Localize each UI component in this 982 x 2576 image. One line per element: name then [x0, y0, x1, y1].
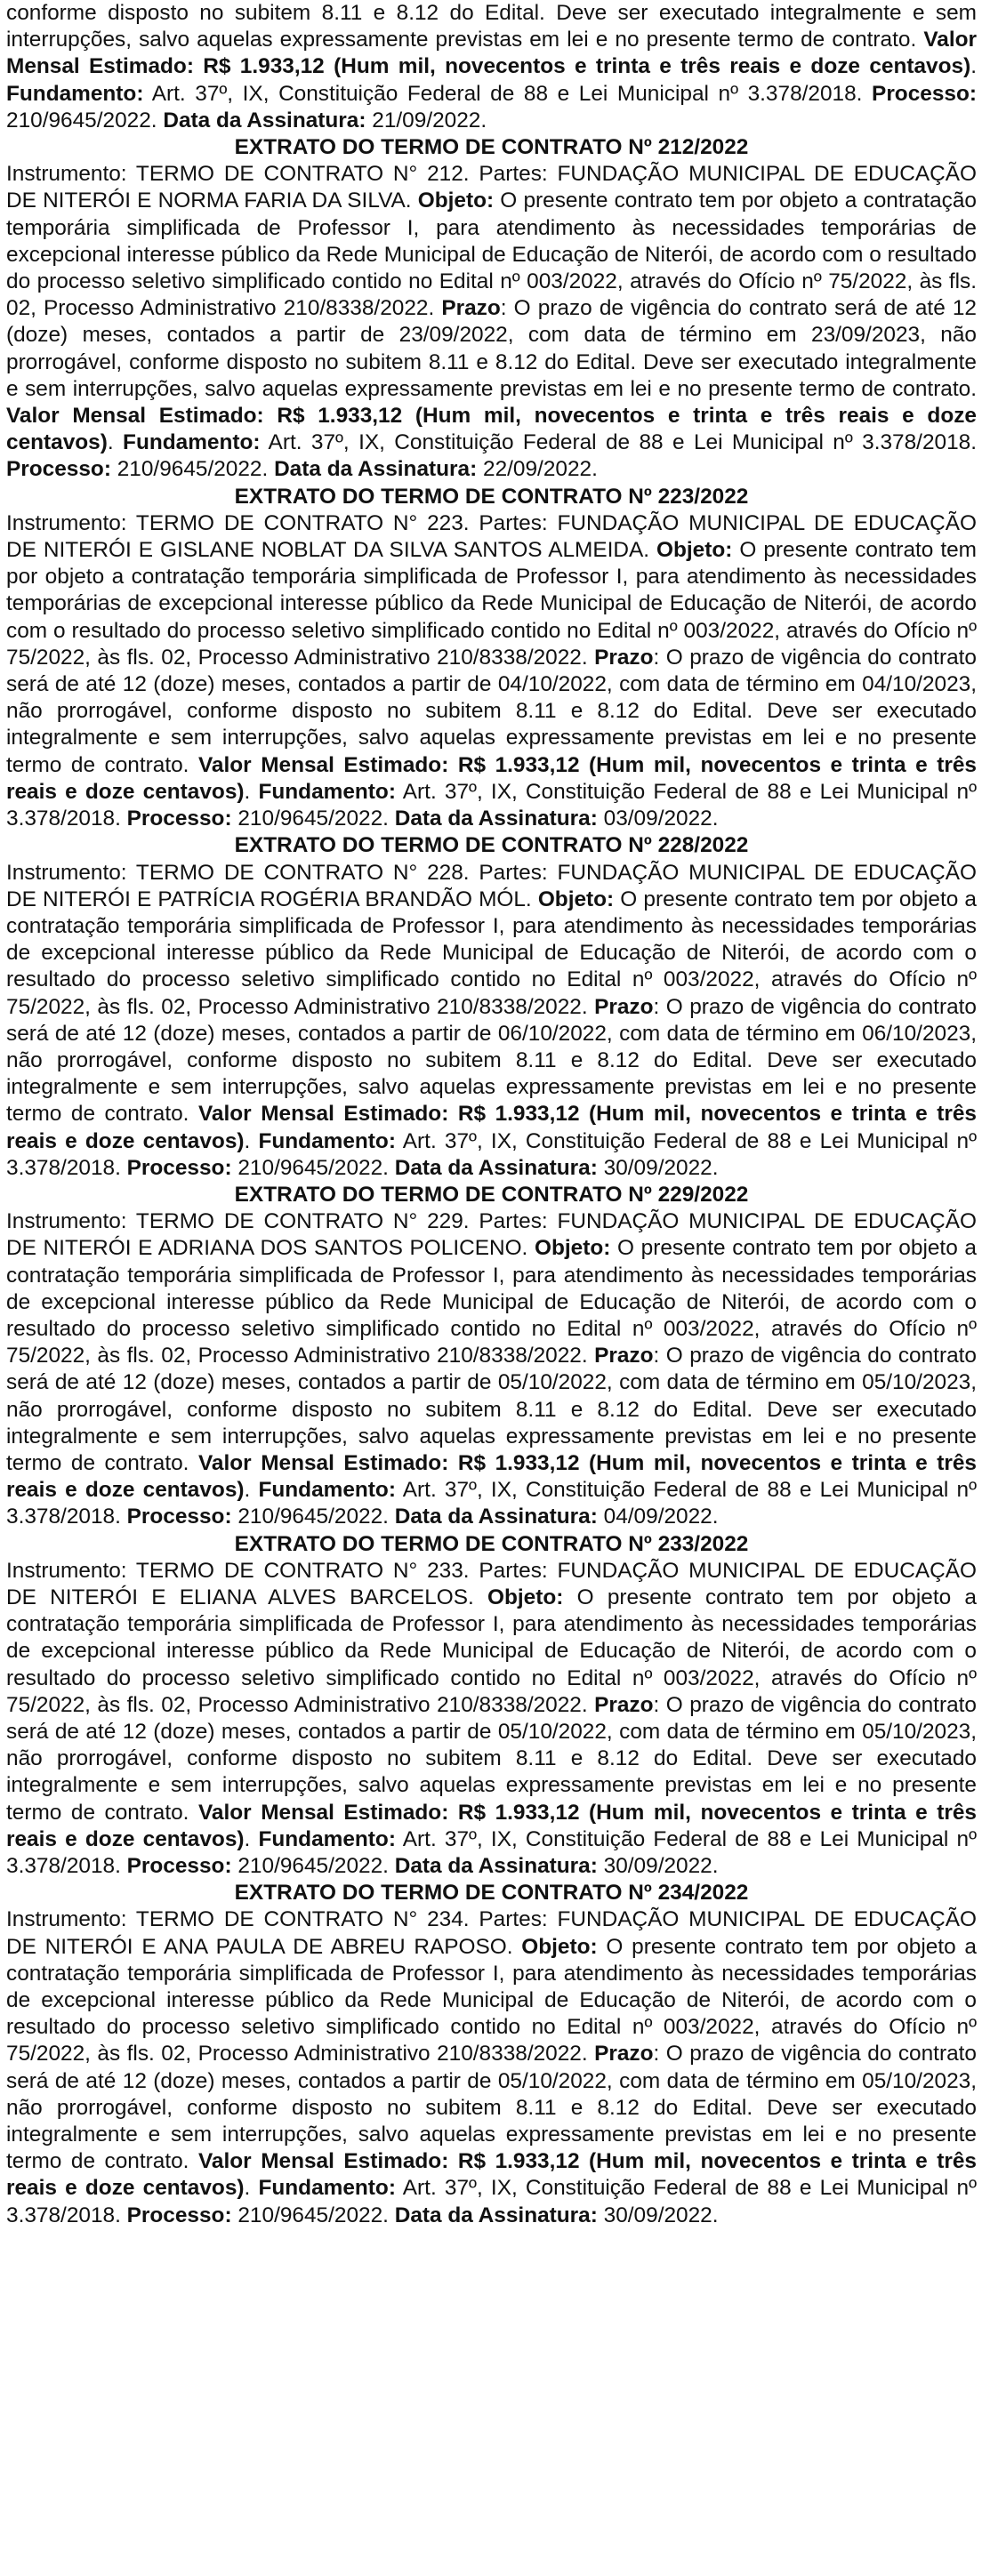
objeto-label: Objeto: — [521, 1934, 598, 1959]
fundamento-label: Fundamento: — [123, 430, 261, 455]
objeto-label: Objeto: — [535, 1236, 611, 1261]
data-assinatura-label: Data da Assinatura: — [394, 1155, 598, 1180]
processo-label: Processo: — [126, 1854, 232, 1879]
intro-text: . — [970, 54, 977, 79]
extract-text: Instrumento: TERMO DE CONTRATO N° 223. Partes: FUNDAÇÃO MUNICIPAL DE EDUCAÇÃO DE NITERÓI E GISLANE NOBLAT DA SILVA SANTOS ALMEIDA. — [6, 510, 977, 563]
extract-text: Instrumento: TERMO DE CONTRATO N° 228. Partes: FUNDAÇÃO MUNICIPAL DE EDUCAÇÃO DE NITERÓI E PATRÍCIA ROGÉRIA BRANDÃO MÓL. — [6, 860, 977, 911]
valor-label: Valor Mensal Estimado: R$ 1.933,12 (Hum mil, novecentos e trinta e três reais e doze centavos) — [6, 1450, 978, 1503]
extract-block-228 — [6, 832, 977, 1182]
valor-label: Valor Mensal Estimado: R$ 1.933,12 (Hum mil, novecentos e trinta e três reais e doze centavos) — [6, 2149, 978, 2201]
fundamento-label: Fundamento: — [258, 1826, 396, 1851]
objeto-label: Objeto: — [487, 1585, 564, 1609]
valor-label: Valor Mensal Estimado: R$ 1.933,12 (Hum mil, novecentos e trinta e três reais e doze centavos) — [6, 1102, 978, 1153]
extract-text: 30/09/2022. — [597, 1155, 719, 1180]
extract-text: : O prazo de vigência do contrato será de até 12 (doze) meses, contados a partir de 05/10/2022, com data de término em 05/10/2023, não prorrogável, conforme disposto no subitem 8.11 e 8.12 do Edital. Deve ser executado integralmente e sem interrupções, salvo aquelas expressamente previstas em lei e no presente termo de contrato. — [6, 2042, 977, 2174]
extract-text: O presente contrato tem por objeto a contratação temporária simplificada de Professor I, para atendimento às necessidades temporárias de excepcional interesse público da Rede Municipal de Educação de Niterói, de acordo com o resultado do processo seletivo simplificado contido no Edital nº 003/2022, através do Ofício nº 75/2022, às fls. 02, Processo Administrativo 210/8338/2022. — [6, 1236, 977, 1368]
prazo-label: Prazo — [594, 994, 654, 1019]
extract-text: 210/9645/2022. — [231, 1155, 395, 1180]
extract-title: EXTRATO DO TERMO DE CONTRATO Nº 228/2022 — [234, 833, 749, 858]
intro-text: conforme disposto no subitem 8.11 e 8.12 do Edital. Deve ser executado integralmente e sem interrupções, salvo aquelas expressamente previstas em lei e no presente termo de contrato. — [6, 1, 977, 52]
valor-label: Valor Mensal Estimado: R$ 1.933,12 (Hum mil, novecentos e trinta e três reais e doze centavos) — [6, 404, 977, 455]
extract-text: 210/9645/2022. — [231, 1505, 395, 1529]
extract-text: 210/9645/2022. — [231, 1854, 395, 1879]
extract-text: Instrumento: TERMO DE CONTRATO N° 233. Partes: FUNDAÇÃO MUNICIPAL DE EDUCAÇÃO DE NITERÓI E ELIANA ALVES BARCELOS. — [6, 1558, 977, 1609]
prazo-label: Prazo — [594, 1692, 654, 1717]
intro-text: 210/9645/2022. — [6, 108, 164, 132]
extract-text: O presente contrato tem por objeto a contratação temporária simplificada de Professor I, para atendimento às necessidades temporárias de excepcional interesse público da Rede Municipal de Educação de Niterói, de acordo com o resultado do processo seletivo simplificado contido no Edital nº 003/2022, através do Ofício nº 75/2022, às fls. 02, Processo Administrativo 210/8338/2022. — [6, 538, 977, 670]
extract-text: Instrumento: TERMO DE CONTRATO N° 229. Partes: FUNDAÇÃO MUNICIPAL DE EDUCAÇÃO DE NITERÓI E ADRIANA DOS SANTOS POLICENO. — [6, 1209, 977, 1261]
extract-text: . — [244, 779, 259, 804]
extract-text: 04/09/2022. — [597, 1505, 719, 1529]
intro-text: 21/09/2022. — [366, 108, 487, 132]
extract-block-229 — [6, 1182, 977, 1531]
extract-text: 03/09/2022. — [597, 807, 719, 831]
extract-text: 30/09/2022. — [597, 1854, 719, 1879]
fundamento-label: Fundamento: — [258, 779, 396, 804]
fundamento-label: Fundamento: — [258, 1478, 396, 1503]
extract-text: 210/9645/2022. — [231, 807, 395, 831]
extract-title: EXTRATO DO TERMO DE CONTRATO Nº 233/2022 — [234, 1531, 749, 1556]
extract-paragraph — [6, 1558, 977, 1880]
processo-label: Processo: — [126, 807, 232, 831]
intro-text: Art. 37º, IX, Constituição Federal de 88 e Lei Municipal nº 3.378/2018. — [143, 81, 873, 106]
extract-text: 22/09/2022. — [477, 457, 598, 482]
extract-title: EXTRATO DO TERMO DE CONTRATO Nº 234/2022 — [234, 1881, 749, 1906]
processo-label: Processo: — [872, 81, 977, 106]
extract-text: O presente contrato tem por objeto a contratação temporária simplificada de Professor I, para atendimento às necessidades temporárias de excepcional interesse público da Rede Municipal de Educação de Niterói, de acordo com o resultado do processo seletivo simplificado contido no Edital nº 003/2022, através do Ofício nº 75/2022, às fls. 02, Processo Administrativo 210/8338/2022. — [6, 1934, 977, 2066]
fundamento-label: Fundamento: — [258, 1128, 396, 1153]
extract-text: 30/09/2022. — [597, 2203, 719, 2227]
extract-title: EXTRATO DO TERMO DE CONTRATO Nº 212/2022 — [234, 135, 749, 160]
objeto-label: Objeto: — [656, 538, 733, 563]
extract-text: Art. 37º, IX, Constituição Federal de 88 e Lei Municipal nº 3.378/2018. — [6, 1826, 977, 1879]
extract-title: EXTRATO DO TERMO DE CONTRATO Nº 223/2022 — [234, 484, 749, 509]
extract-text: : O prazo de vigência do contrato será de até 12 (doze) meses, contados a partir de 05/10/2022, com data de término em 05/10/2023, não prorrogável, conforme disposto no subitem 8.11 e 8.12 do Edital. Deve ser executado integralmente e sem interrupções, salvo aquelas expressamente previstas em lei e no presente termo de contrato. — [6, 1344, 977, 1475]
extract-text: Art. 37º, IX, Constituição Federal de 88 e Lei Municipal nº 3.378/2018. — [6, 2176, 977, 2227]
extract-text: Instrumento: TERMO DE CONTRATO N° 234. Partes: FUNDAÇÃO MUNICIPAL DE EDUCAÇÃO DE NITERÓI E ANA PAULA DE ABREU RAPOSO. — [6, 1907, 977, 1959]
extract-paragraph — [6, 161, 977, 483]
extract-text: O presente contrato tem por objeto a contratação temporária simplificada de Professor I, para atendimento às necessidades temporárias de excepcional interesse público da Rede Municipal de Educação de Niterói, de acordo com o resultado do processo seletivo simplificado contido no Edital nº 003/2022, através do Ofício nº 75/2022, às fls. 02, Processo Administrativo 210/8338/2022. — [6, 1585, 977, 1717]
objeto-label: Objeto: — [537, 887, 615, 911]
extract-paragraph — [6, 510, 977, 832]
extract-block-223 — [6, 484, 977, 833]
extract-text: : O prazo de vigência do contrato será de até 12 (doze) meses, contados a partir de 23/09/2022, com data de término em 23/09/2023, não prorrogável, conforme disposto no subitem 8.11 e 8.12 do Edital. Deve ser executado integralmente e sem interrupções, salvo aquelas expressamente previstas em lei e no presente termo de contrato. — [6, 296, 977, 401]
extract-block-233 — [6, 1531, 977, 1881]
valor-label: Valor Mensal Estimado: R$ 1.933,12 (Hum mil, novecentos e trinta e três reais e doze centavos) — [6, 28, 977, 79]
intro-paragraph — [6, 0, 977, 134]
extract-text: Art. 37º, IX, Constituição Federal de 88 e Lei Municipal nº 3.378/2018. — [6, 1478, 977, 1529]
prazo-label: Prazo — [594, 1344, 654, 1368]
extract-title: EXTRATO DO TERMO DE CONTRATO Nº 229/2022 — [234, 1182, 749, 1207]
prazo-label: Prazo — [594, 645, 654, 670]
prazo-label: Prazo — [594, 2042, 654, 2066]
extract-block-234 — [6, 1880, 977, 2229]
extract-text: . — [244, 1128, 259, 1153]
extract-text: . — [244, 1826, 259, 1851]
extract-text: . — [107, 430, 124, 455]
data-assinatura-label: Data da Assinatura: — [274, 457, 478, 482]
extract-text: O presente contrato tem por objeto a contratação temporária simplificada de Professor I, para atendimento às necessidades temporárias de excepcional interesse público da Rede Municipal de Educação de Niterói, de acordo com o resultado do processo seletivo simplificado contido no Edital nº 003/2022, através do Ofício nº 75/2022, às fls. 02, Processo Administrativo 210/8338/2022. — [6, 887, 977, 1019]
extract-text: 210/9645/2022. — [231, 2203, 395, 2227]
extract-text: . — [244, 1478, 259, 1503]
fundamento-label: Fundamento: — [258, 2176, 396, 2201]
extract-text: : O prazo de vigência do contrato será de até 12 (doze) meses, contados a partir de 04/10/2022, com data de término em 04/10/2023, não prorrogável, conforme disposto no subitem 8.11 e 8.12 do Edital. Deve ser executado integralmente e sem interrupções, salvo aquelas expressamente previstas em lei e no presente termo de contrato. — [6, 645, 977, 777]
data-assinatura-label: Data da Assinatura: — [163, 108, 366, 132]
extract-text: 210/9645/2022. — [110, 457, 275, 482]
processo-label: Processo: — [126, 1505, 232, 1529]
data-assinatura-label: Data da Assinatura: — [394, 1854, 598, 1879]
extract-paragraph — [6, 1906, 977, 2228]
extract-text: Art. 37º, IX, Constituição Federal de 88 e Lei Municipal nº 3.378/2018. — [6, 779, 977, 831]
data-assinatura-label: Data da Assinatura: — [394, 1505, 598, 1529]
valor-label: Valor Mensal Estimado: R$ 1.933,12 (Hum mil, novecentos e trinta e três reais e doze centavos) — [6, 1800, 978, 1851]
extract-text: : O prazo de vigência do contrato será de até 12 (doze) meses, contados a partir de 06/10/2022, com data de término em 06/10/2023, não prorrogável, conforme disposto no subitem 8.11 e 8.12 do Edital. Deve ser executado integralmente e sem interrupções, salvo aquelas expressamente previstas em lei e no presente termo de contrato. — [6, 994, 977, 1127]
extract-text: Instrumento: TERMO DE CONTRATO N° 212. Partes: FUNDAÇÃO MUNICIPAL DE EDUCAÇÃO DE NITERÓI E NORMA FARIA DA SILVA. — [6, 162, 977, 213]
processo-label: Processo: — [126, 2203, 232, 2227]
extract-text: Art. 37º, IX, Constituição Federal de 88 e Lei Municipal nº 3.378/2018. — [6, 1128, 977, 1180]
objeto-label: Objeto: — [417, 189, 495, 213]
fundamento-label: Fundamento: — [6, 81, 144, 106]
data-assinatura-label: Data da Assinatura: — [394, 2203, 598, 2227]
extract-paragraph — [6, 1208, 977, 1530]
extract-text: Art. 37º, IX, Constituição Federal de 88 e Lei Municipal nº 3.378/2018. — [260, 430, 977, 455]
prazo-label: Prazo — [441, 296, 501, 321]
valor-label: Valor Mensal Estimado: R$ 1.933,12 (Hum mil, novecentos e trinta e três reais e doze centavos) — [6, 752, 978, 804]
extract-text: . — [244, 2176, 259, 2201]
extract-paragraph — [6, 860, 977, 1182]
extract-block-212 — [6, 134, 977, 484]
processo-label: Processo: — [126, 1155, 232, 1180]
data-assinatura-label: Data da Assinatura: — [394, 807, 598, 831]
extract-text: O presente contrato tem por objeto a contratação temporária simplificada de Professor I, para atendimento às necessidades temporárias de excepcional interesse público da Rede Municipal de Educação de Niterói, de acordo com o resultado do processo seletivo simplificado contido no Edital nº 003/2022, através do Ofício nº 75/2022, às fls. 02, Processo Administrativo 210/8338/2022. — [6, 189, 977, 321]
extract-text: : O prazo de vigência do contrato será de até 12 (doze) meses, contados a partir de 05/10/2022, com data de término em 05/10/2023, não prorrogável, conforme disposto no subitem 8.11 e 8.12 do Edital. Deve ser executado integralmente e sem interrupções, salvo aquelas expressamente previstas em lei e no presente termo de contrato. — [6, 1692, 977, 1825]
processo-label: Processo: — [6, 457, 111, 482]
